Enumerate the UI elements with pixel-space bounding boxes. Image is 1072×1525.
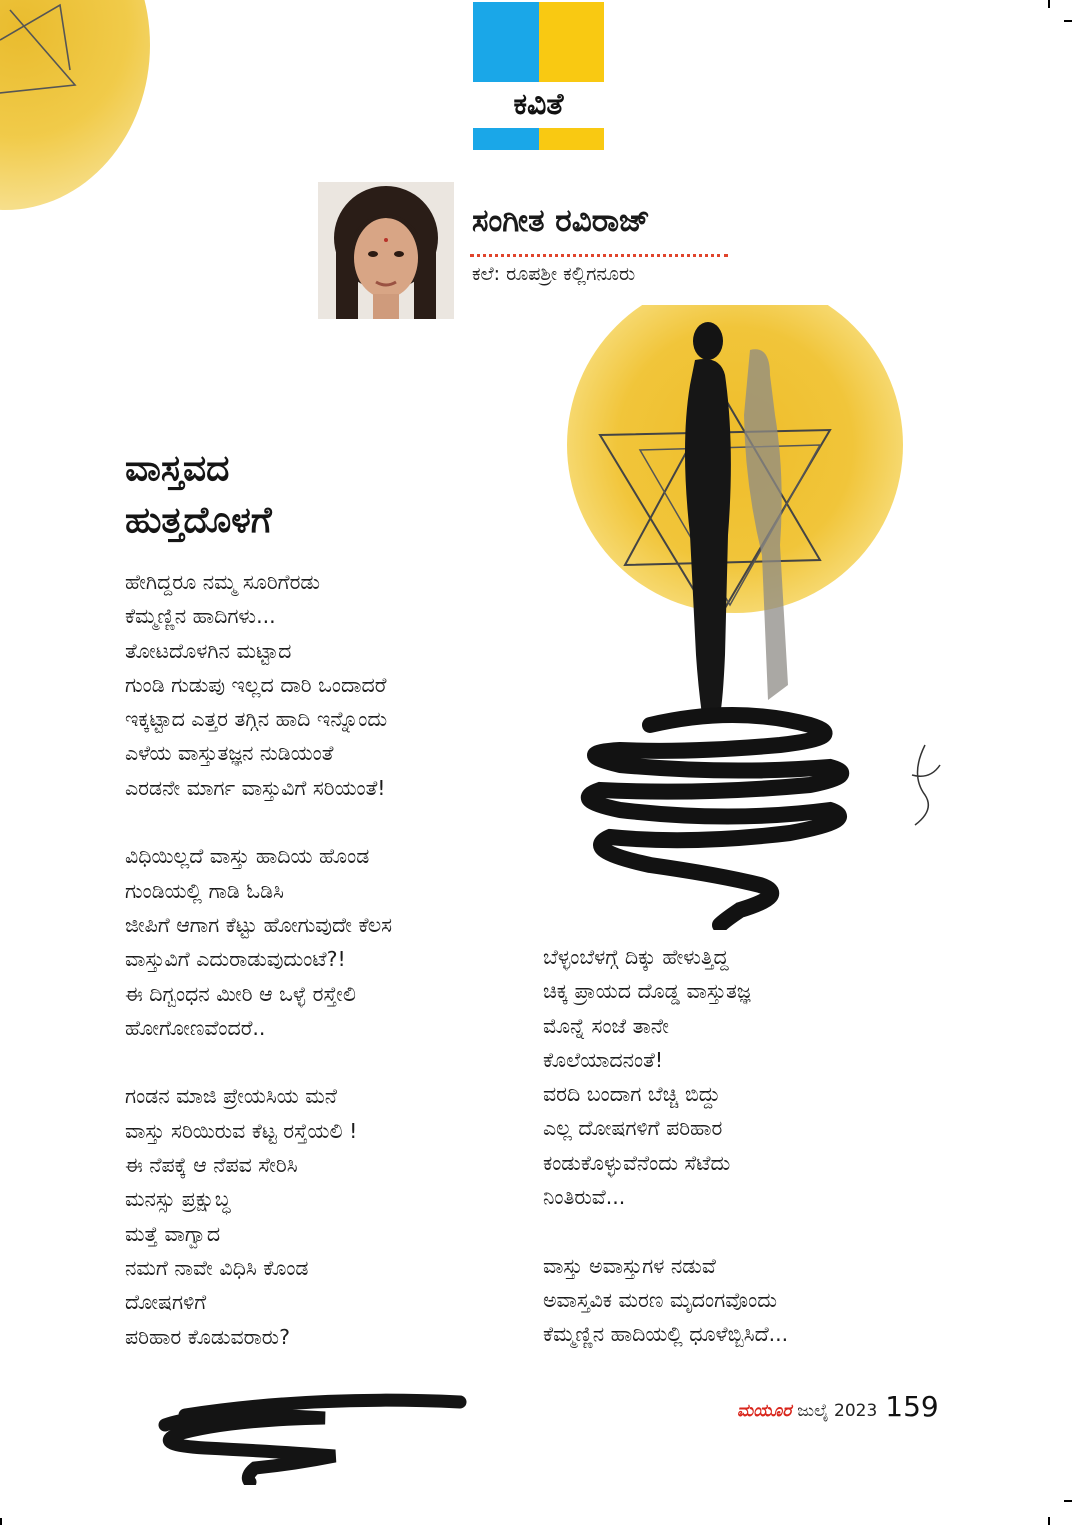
poem-line: ಗುಂಡಿ ಗುಡುಪು ಇಲ್ಲದ ದಾರಿ ಒಂದಾದರೆ xyxy=(125,672,387,697)
poem-line: ವಾಸ್ತುವಿಗೆ ಎದುರಾಡುವುದುಂಟೆ?! xyxy=(125,947,346,972)
crop-mark xyxy=(0,1518,2,1525)
poem-line: ತೋಟದೊಳಗಿನ ಮಟ್ಟಾದ xyxy=(125,638,292,663)
poem-illustration xyxy=(530,305,950,930)
poem-title xyxy=(125,443,272,547)
poem-line: ಎಲ್ಲ ದೋಷಗಳಿಗೆ ಪರಿಹಾರ xyxy=(543,1116,723,1141)
section-badge xyxy=(473,2,604,150)
poem-line: ಕೆಮ್ಮಣ್ಣಿನ ಹಾದಿಯಲ್ಲಿ ಧೂಳೆಬ್ಬಿಸಿದೆ... xyxy=(543,1322,789,1347)
poem-line: ವಿಧಿಯಿಲ್ಲದೆ ವಾಸ್ತು ಹಾದಿಯ ಹೊಂಡ xyxy=(125,844,370,869)
poem-column-left xyxy=(125,565,392,1354)
stanza-break xyxy=(125,805,392,839)
poem-title-line: ವಾಸ್ತವದ xyxy=(125,448,230,489)
poem-line: ಮೊನ್ನೆ ಸಂಜೆ ತಾನೇ xyxy=(543,1013,669,1038)
poem-line: ಎಳೆಯ ವಾಸ್ತುತಜ್ಞನ ನುಡಿಯಂತೆ xyxy=(125,741,334,766)
author-name: ಸಂಗೀತ ರವಿರಾಜ್ xyxy=(472,203,650,239)
poem-line: ಬೆಳ್ಳಂಬೆಳಗ್ಗೆ ದಿಕ್ಕು ಹೇಳುತ್ತಿದ್ದ xyxy=(543,945,729,969)
poem-line: ನಿಂತಿರುವೆ... xyxy=(543,1185,626,1210)
poem-line: ಈ ನೆಪಕ್ಕೆ ಆ ನೆಪವ ಸೇರಿಸಿ xyxy=(125,1153,298,1178)
poem-line: ಕೊಲೆಯಾದನಂತೆ! xyxy=(543,1047,664,1072)
poem-line: ಪರಿಹಾರ ಕೊಡುವರಾರು? xyxy=(125,1324,290,1349)
poem-line: ವಾಸ್ತು ಅವಾಸ್ತುಗಳ ನಡುವೆ xyxy=(543,1253,716,1278)
poem-line: ಇಕ್ಕಟ್ಟಾದ ಎತ್ತರ ತಗ್ಗಿನ ಹಾದಿ ಇನ್ನೊಂದು xyxy=(125,707,388,732)
poem-line: ಮತ್ತೆ ವಾಗ್ವಾದ xyxy=(125,1221,221,1246)
poem-line: ಕೆಮ್ಮಣ್ಣಿನ ಹಾದಿಗಳು... xyxy=(125,604,276,629)
poem-line: ಎರಡನೇ ಮಾರ್ಗ ವಾಸ್ತುವಿಗೆ ಸರಿಯಂತೆ! xyxy=(125,775,386,800)
page-number: 159 xyxy=(885,1390,939,1423)
poem-line: ಗುಂಡಿಯಲ್ಲಿ ಗಾಡಿ ಓಡಿಸಿ xyxy=(125,878,284,903)
decorative-brush-stroke xyxy=(145,1390,475,1485)
poem-line: ದೋಷಗಳಿಗೆ xyxy=(125,1290,207,1315)
poem-line: ಹೋಗೋಣವೆಂದರೆ.. xyxy=(125,1015,266,1040)
poem-line: ನಮಗೆ ನಾವೇ ವಿಧಿಸಿ ಕೊಂಡ xyxy=(125,1255,309,1280)
poem-line: ಹೇಗಿದ್ದರೂ ನಮ್ಮ ಸೂರಿಗೆರಡು xyxy=(125,570,321,594)
crop-mark xyxy=(1064,1500,1072,1502)
stanza-break xyxy=(125,1045,392,1079)
poem-title-line: ಹುತ್ತದೊಳಗೆ xyxy=(125,500,272,541)
author-divider xyxy=(470,254,728,257)
poem-line: ಈ ದಿಗ್ಬಂಧನ ಮೀರಿ ಆ ಒಳ್ಳೆ ರಸ್ತೇಲಿ xyxy=(125,981,356,1006)
page-footer xyxy=(737,1390,939,1423)
poem-line: ಕಂಡುಕೊಳ್ಳುವೆನೆಂದು ಸೆಟೆದು xyxy=(543,1150,731,1175)
crop-mark xyxy=(1064,20,1072,22)
poem-line: ಗಂಡನ ಮಾಜಿ ಪ್ರೇಯಸಿಯ ಮನೆ xyxy=(125,1084,337,1109)
author-photo xyxy=(318,182,454,319)
poem-line: ಅವಾಸ್ತವಿಕ ಮರಣ ಮೃದಂಗವೊಂದು xyxy=(543,1287,777,1312)
stanza-break xyxy=(543,1214,788,1248)
poem-line: ಮನಸ್ಸು ಪ್ರಕ್ಷುಬ್ಧ xyxy=(125,1187,231,1212)
decorative-star-icon xyxy=(0,0,90,120)
crop-mark xyxy=(1048,0,1050,8)
section-label: ಕವಿತೆ xyxy=(513,87,564,122)
issue-date: ಜುಲೈ 2023 xyxy=(797,1401,878,1421)
poem-line: ವರದಿ ಬಂದಾಗ ಬೆಚ್ಚಿ ಬಿದ್ದು xyxy=(543,1082,721,1107)
crop-mark xyxy=(1048,1517,1050,1525)
poem-column-right xyxy=(543,940,788,1352)
poem-line: ಜೀಪಿಗೆ ಆಗಾಗ ಕೆಟ್ಟು ಹೋಗುವುದೇ ಕೆಲಸ xyxy=(125,912,393,937)
poem-line: ಚಿಕ್ಕ ಪ್ರಾಯದ ದೊಡ್ಡ ವಾಸ್ತುತಜ್ಞ xyxy=(543,979,751,1004)
artist-credit: ಕಲೆ: ರೂಪಶ್ರೀ ಕಲ್ಲಿಗನೂರು xyxy=(472,263,636,285)
poem-line: ವಾಸ್ತು ಸರಿಯಿರುವ ಕೆಟ್ಟ ರಸ್ತೆಯಲಿ ! xyxy=(125,1118,358,1143)
magazine-name: ಮಯೂರ xyxy=(737,1401,792,1421)
